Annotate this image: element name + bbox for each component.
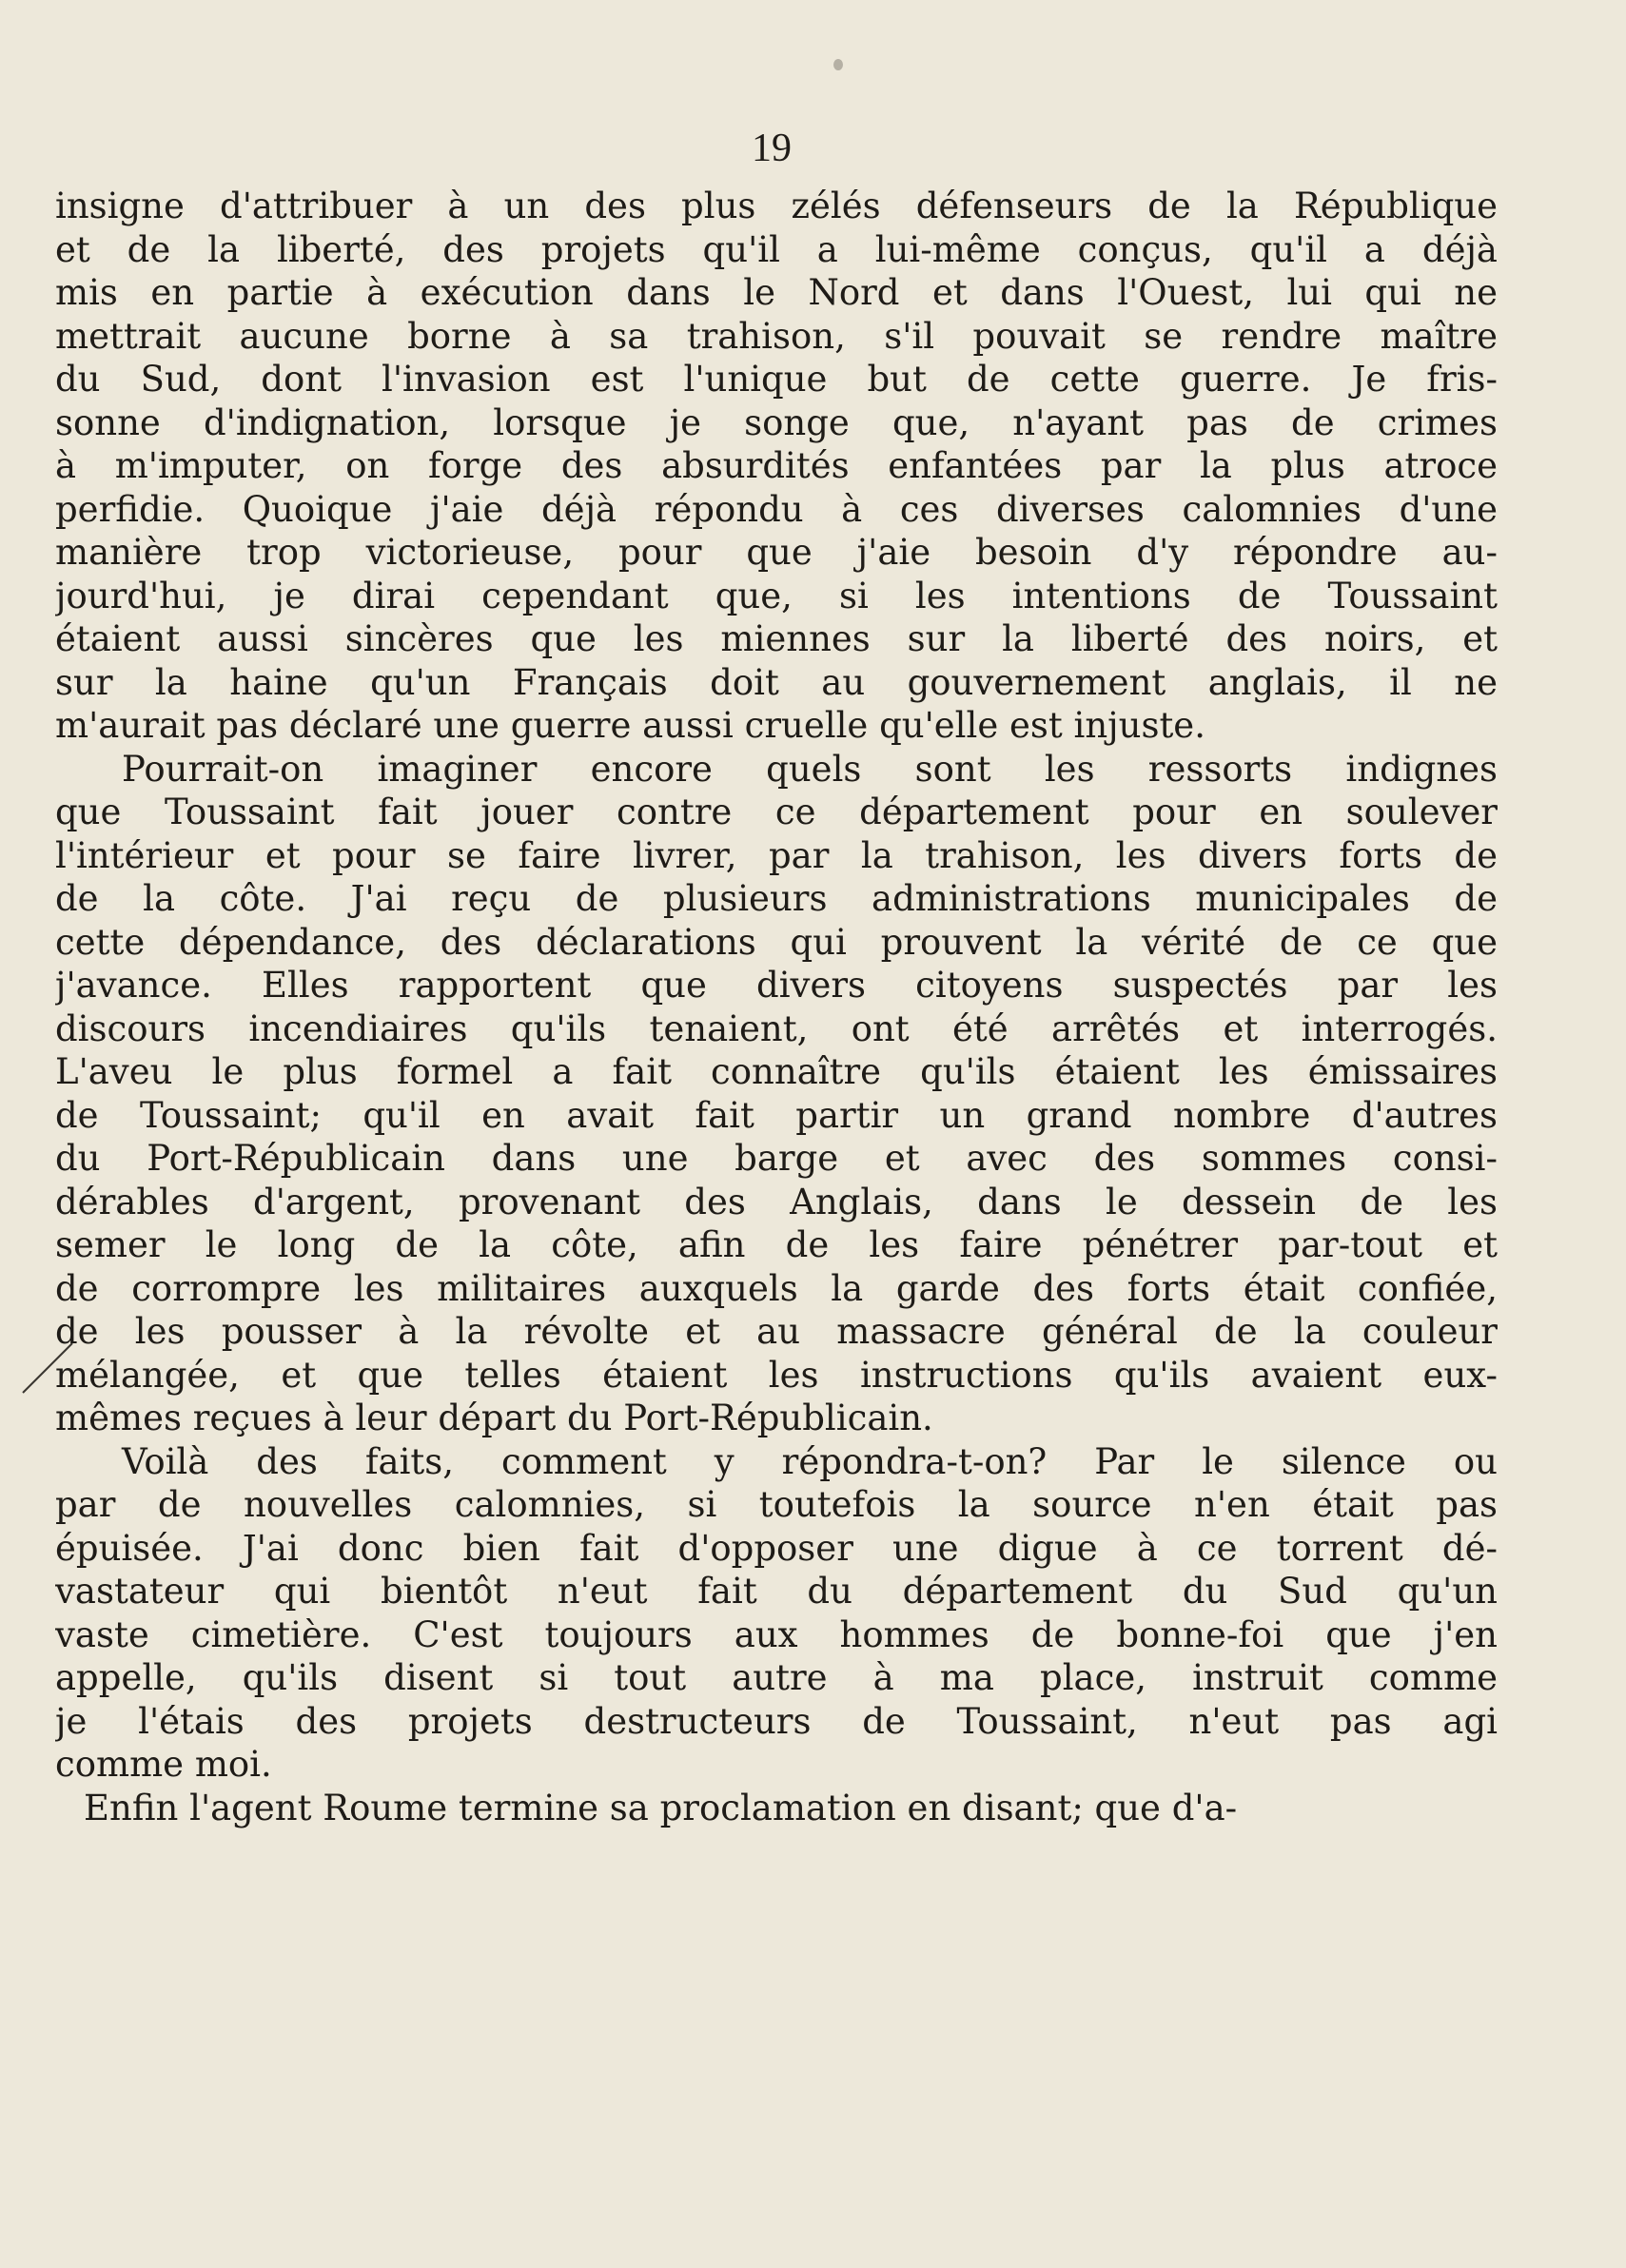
text-line: de les pousser à la révolte et au massacre général de la couleur xyxy=(55,1311,1498,1352)
text-line: comme moi. xyxy=(55,1744,272,1785)
text-line: appelle, qu'ils disent si tout autre à ma place, instruit comme xyxy=(55,1657,1498,1698)
text-line: l'intérieur et pour se faire livrer, par la trahison, les divers forts de xyxy=(55,834,1498,876)
page-number: 19 xyxy=(752,127,792,170)
body-text xyxy=(55,185,1498,1829)
text-line: du Port-Républicain dans une barge et avec des sommes consi- xyxy=(55,1138,1498,1179)
text-line: j'avance. Elles rapportent que divers citoyens suspectés par les xyxy=(55,965,1498,1006)
text-line: et de la liberté, des projets qu'il a lui-même conçus, qu'il a déjà xyxy=(55,228,1498,270)
text-line: mêmes reçues à leur départ du Port-Républicain. xyxy=(55,1398,933,1438)
text-line: cette dépendance, des déclarations qui prouvent la vérité de ce que xyxy=(55,921,1498,963)
text-line: que Toussaint fait jouer contre ce département pour en soulever xyxy=(55,792,1498,832)
text-line: jourd'hui, je dirai cependant que, si les intentions de Toussaint xyxy=(55,575,1498,616)
text-line: de Toussaint; qu'il en avait fait partir un grand nombre d'autres xyxy=(55,1094,1498,1136)
text-line: vastateur qui bientôt n'eut fait du département du Sud qu'un xyxy=(55,1571,1498,1612)
text-line: mis en partie à exécution dans le Nord et dans l'Ouest, lui qui ne xyxy=(55,272,1498,313)
text-line: étaient aussi sincères que les miennes sur la liberté des noirs, et xyxy=(55,618,1498,659)
text-line: sonne d'indignation, lorsque je songe que, n'ayant pas de crimes xyxy=(55,401,1498,443)
text-line: épuisée. J'ai donc bien fait d'opposer une digue à ce torrent dé- xyxy=(55,1527,1498,1569)
text-line: sur la haine qu'un Français doit au gouvernement anglais, il ne xyxy=(55,661,1498,703)
text-line: perfidie. Quoique j'aie déjà répondu à ces diverses calomnies d'une xyxy=(55,488,1498,530)
text-line: Enfin l'agent Roume termine sa proclamation en disant; que d'a- xyxy=(84,1787,1238,1828)
text-line: m'aurait pas déclaré une guerre aussi cruelle qu'elle est injuste. xyxy=(55,705,1205,746)
text-line: du Sud, dont l'invasion est l'unique but de cette guerre. Je fris- xyxy=(55,359,1498,400)
text-line: par de nouvelles calomnies, si toutefois la source n'en était pas xyxy=(55,1484,1498,1525)
ink-speck xyxy=(833,59,843,70)
text-line: de corrompre les militaires auxquels la garde des forts était confiée, xyxy=(55,1267,1498,1309)
text-line: je l'étais des projets destructeurs de Toussaint, n'eut pas agi xyxy=(55,1700,1498,1742)
text-line: dérables d'argent, provenant des Anglais, dans le dessein de les xyxy=(55,1181,1498,1222)
text-line: insigne d'attribuer à un des plus zélés défenseurs de la République xyxy=(55,186,1498,226)
text-line: Pourrait-on imaginer encore quels sont les ressorts indignes xyxy=(122,748,1498,790)
text-line: à m'imputer, on forge des absurdités enfantées par la plus atroce xyxy=(55,445,1498,486)
text-line: discours incendiaires qu'ils tenaient, ont été arrêtés et interrogés. xyxy=(55,1007,1498,1049)
text-line: de la côte. J'ai reçu de plusieurs administrations municipales de xyxy=(55,878,1498,919)
text-line: vaste cimetière. C'est toujours aux hommes de bonne-foi que j'en xyxy=(55,1613,1498,1655)
text-line: Voilà des faits, comment y répondra-t-on? Par le silence ou xyxy=(122,1440,1498,1482)
text-line: manière trop victorieuse, pour que j'aie besoin d'y répondre au- xyxy=(55,532,1498,573)
text-line: semer le long de la côte, afin de les faire pénétrer par-tout et xyxy=(55,1224,1498,1265)
text-line: mettrait aucune borne à sa trahison, s'il pouvait se rendre maître xyxy=(55,315,1498,357)
text-line: mélangée, et que telles étaient les instructions qu'ils avaient eux- xyxy=(55,1354,1498,1396)
text-line: L'aveu le plus formel a fait connaître qu'ils étaient les émissaires xyxy=(55,1051,1498,1092)
